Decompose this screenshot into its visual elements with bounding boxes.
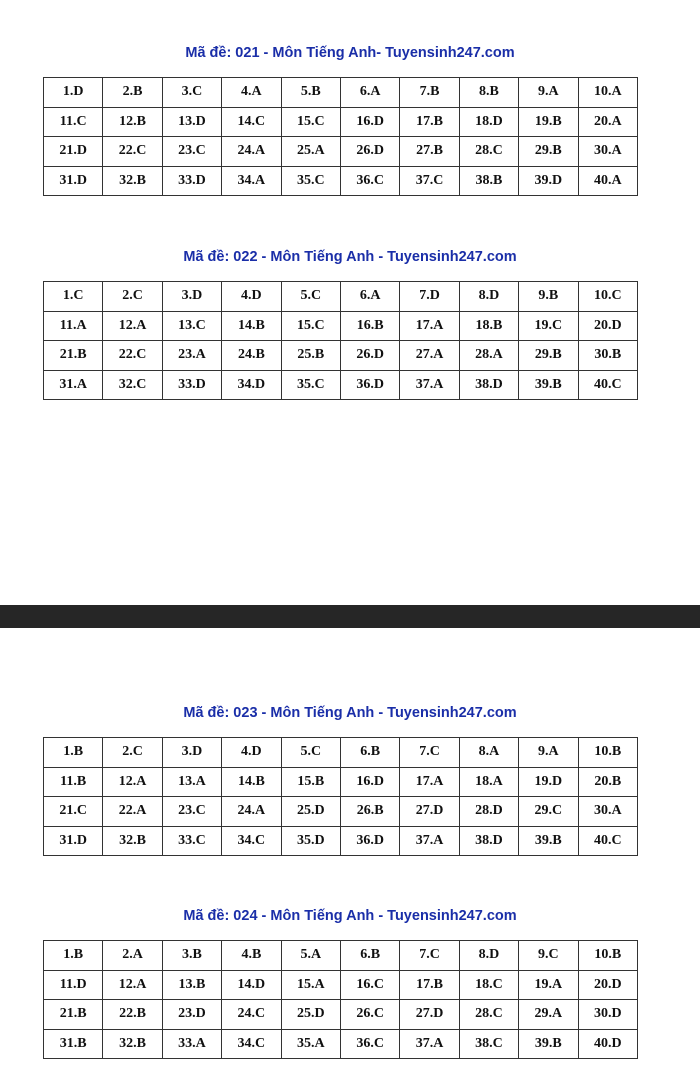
answer-cell: 10.B (578, 941, 637, 971)
answer-cell: 1.B (44, 941, 103, 971)
answer-cell: 29.B (519, 137, 578, 167)
answer-cell: 9.C (519, 941, 578, 971)
answer-cell: 30.A (578, 137, 637, 167)
answer-cell: 6.B (340, 941, 399, 971)
answer-cell: 22.B (103, 1000, 162, 1030)
answer-cell: 28.C (459, 1000, 518, 1030)
answer-cell: 25.B (281, 341, 340, 371)
answer-cell: 4.A (222, 78, 281, 108)
table-row (44, 1029, 638, 1059)
answer-cell: 5.C (281, 738, 340, 768)
answer-cell: 10.B (578, 738, 637, 768)
answer-cell: 19.A (519, 970, 578, 1000)
answer-cell: 10.C (578, 282, 637, 312)
answer-cell: 1.C (44, 282, 103, 312)
table-row (44, 941, 638, 971)
answer-cell: 15.A (281, 970, 340, 1000)
answer-cell: 21.D (44, 137, 103, 167)
answer-cell: 38.D (459, 826, 518, 856)
answer-cell: 7.D (400, 282, 459, 312)
table-row (44, 311, 638, 341)
answer-cell: 12.A (103, 311, 162, 341)
answer-cell: 18.C (459, 970, 518, 1000)
answer-cell: 34.D (222, 370, 281, 400)
table-row (44, 282, 638, 312)
answer-cell: 13.A (162, 767, 221, 797)
answer-cell: 8.A (459, 738, 518, 768)
answer-cell: 2.C (103, 282, 162, 312)
answer-cell: 36.D (340, 370, 399, 400)
answer-cell: 31.D (44, 166, 103, 196)
exam-code-title: Mã đề: 022 - Môn Tiếng Anh - Tuyensinh247.com (183, 249, 517, 265)
answer-key-table (43, 281, 638, 400)
answer-cell: 9.B (519, 282, 578, 312)
answer-cell: 14.D (222, 970, 281, 1000)
answer-cell: 16.B (340, 311, 399, 341)
answer-cell: 25.A (281, 137, 340, 167)
answer-key-table (43, 940, 638, 1059)
answer-cell: 17.B (400, 970, 459, 1000)
answer-cell: 30.D (578, 1000, 637, 1030)
table-row (44, 970, 638, 1000)
answer-cell: 23.A (162, 341, 221, 371)
answer-cell: 14.B (222, 311, 281, 341)
answer-cell: 4.B (222, 941, 281, 971)
answer-cell: 26.D (340, 341, 399, 371)
answer-cell: 4.D (222, 738, 281, 768)
answer-cell: 14.B (222, 767, 281, 797)
answer-cell: 21.B (44, 341, 103, 371)
answer-cell: 39.B (519, 826, 578, 856)
answer-cell: 18.D (459, 107, 518, 137)
page-divider (0, 605, 700, 628)
answer-cell: 38.C (459, 1029, 518, 1059)
answer-cell: 5.C (281, 282, 340, 312)
answer-cell: 2.B (103, 78, 162, 108)
answer-cell: 39.B (519, 1029, 578, 1059)
answer-cell: 33.D (162, 166, 221, 196)
answer-cell: 15.C (281, 107, 340, 137)
answer-cell: 28.A (459, 341, 518, 371)
answer-cell: 7.B (400, 78, 459, 108)
answer-cell: 30.B (578, 341, 637, 371)
answer-cell: 39.D (519, 166, 578, 196)
answer-cell: 25.D (281, 797, 340, 827)
answer-cell: 36.C (340, 1029, 399, 1059)
answer-cell: 15.C (281, 311, 340, 341)
answer-cell: 11.B (44, 767, 103, 797)
answer-cell: 39.B (519, 370, 578, 400)
answer-cell: 20.D (578, 311, 637, 341)
answer-cell: 25.D (281, 1000, 340, 1030)
table-row (44, 370, 638, 400)
answer-cell: 28.D (459, 797, 518, 827)
answer-cell: 19.B (519, 107, 578, 137)
answer-cell: 5.A (281, 941, 340, 971)
answer-cell: 34.A (222, 166, 281, 196)
answer-cell: 40.D (578, 1029, 637, 1059)
answer-cell: 13.D (162, 107, 221, 137)
answer-cell: 16.D (340, 767, 399, 797)
answer-cell: 28.C (459, 137, 518, 167)
answer-cell: 20.A (578, 107, 637, 137)
answer-cell: 17.B (400, 107, 459, 137)
answer-cell: 27.A (400, 341, 459, 371)
answer-cell: 24.C (222, 1000, 281, 1030)
answer-cell: 23.C (162, 137, 221, 167)
answer-cell: 32.B (103, 166, 162, 196)
answer-cell: 21.B (44, 1000, 103, 1030)
answer-cell: 26.B (340, 797, 399, 827)
document-page-2 (0, 628, 700, 1092)
answer-cell: 1.D (44, 78, 103, 108)
answer-cell: 22.A (103, 797, 162, 827)
answer-cell: 12.A (103, 970, 162, 1000)
table-row (44, 341, 638, 371)
answer-cell: 27.D (400, 1000, 459, 1030)
answer-cell: 3.B (162, 941, 221, 971)
table-row (44, 107, 638, 137)
answer-cell: 37.C (400, 166, 459, 196)
answer-cell: 21.C (44, 797, 103, 827)
answer-cell: 32.B (103, 1029, 162, 1059)
answer-cell: 33.A (162, 1029, 221, 1059)
answer-cell: 11.C (44, 107, 103, 137)
answer-cell: 6.A (340, 78, 399, 108)
answer-cell: 8.D (459, 941, 518, 971)
answer-cell: 31.A (44, 370, 103, 400)
answer-cell: 9.A (519, 78, 578, 108)
table-row (44, 767, 638, 797)
answer-cell: 36.D (340, 826, 399, 856)
answer-cell: 17.A (400, 311, 459, 341)
answer-cell: 4.D (222, 282, 281, 312)
answer-cell: 13.B (162, 970, 221, 1000)
answer-cell: 40.A (578, 166, 637, 196)
table-row (44, 1000, 638, 1030)
answer-cell: 13.C (162, 311, 221, 341)
exam-code-title: Mã đề: 024 - Môn Tiếng Anh - Tuyensinh247.com (183, 908, 517, 924)
answer-cell: 14.C (222, 107, 281, 137)
answer-cell: 29.C (519, 797, 578, 827)
answer-cell: 23.C (162, 797, 221, 827)
answer-cell: 32.B (103, 826, 162, 856)
table-row (44, 738, 638, 768)
answer-cell: 31.D (44, 826, 103, 856)
answer-cell: 24.A (222, 797, 281, 827)
answer-cell: 9.A (519, 738, 578, 768)
answer-cell: 29.A (519, 1000, 578, 1030)
answer-cell: 40.C (578, 826, 637, 856)
answer-cell: 33.D (162, 370, 221, 400)
table-row (44, 166, 638, 196)
answer-cell: 38.B (459, 166, 518, 196)
answer-cell: 3.D (162, 738, 221, 768)
answer-cell: 36.C (340, 166, 399, 196)
table-row (44, 826, 638, 856)
answer-cell: 32.C (103, 370, 162, 400)
answer-cell: 19.D (519, 767, 578, 797)
answer-cell: 35.C (281, 370, 340, 400)
answer-cell: 11.A (44, 311, 103, 341)
answer-cell: 5.B (281, 78, 340, 108)
answer-cell: 26.C (340, 1000, 399, 1030)
answer-cell: 27.D (400, 797, 459, 827)
answer-cell: 34.C (222, 1029, 281, 1059)
answer-cell: 20.D (578, 970, 637, 1000)
answer-cell: 16.C (340, 970, 399, 1000)
answer-cell: 37.A (400, 826, 459, 856)
answer-cell: 8.B (459, 78, 518, 108)
answer-cell: 30.A (578, 797, 637, 827)
answer-cell: 24.B (222, 341, 281, 371)
answer-cell: 37.A (400, 1029, 459, 1059)
answer-cell: 29.B (519, 341, 578, 371)
answer-cell: 38.D (459, 370, 518, 400)
table-row (44, 797, 638, 827)
answer-cell: 35.D (281, 826, 340, 856)
answer-cell: 35.C (281, 166, 340, 196)
answer-cell: 16.D (340, 107, 399, 137)
answer-key-table (43, 737, 638, 856)
answer-cell: 18.A (459, 767, 518, 797)
answer-cell: 17.A (400, 767, 459, 797)
answer-cell: 35.A (281, 1029, 340, 1059)
answer-cell: 24.A (222, 137, 281, 167)
answer-cell: 2.A (103, 941, 162, 971)
answer-cell: 33.C (162, 826, 221, 856)
answer-cell: 26.D (340, 137, 399, 167)
answer-cell: 11.D (44, 970, 103, 1000)
answer-cell: 6.A (340, 282, 399, 312)
answer-cell: 34.C (222, 826, 281, 856)
answer-cell: 15.B (281, 767, 340, 797)
exam-code-title: Mã đề: 021 - Môn Tiếng Anh- Tuyensinh247.com (185, 45, 515, 61)
answer-cell: 31.B (44, 1029, 103, 1059)
answer-cell: 7.C (400, 941, 459, 971)
answer-cell: 7.C (400, 738, 459, 768)
answer-cell: 10.A (578, 78, 637, 108)
answer-cell: 3.D (162, 282, 221, 312)
table-row (44, 78, 638, 108)
answer-cell: 20.B (578, 767, 637, 797)
table-row (44, 137, 638, 167)
answer-cell: 3.C (162, 78, 221, 108)
exam-code-title: Mã đề: 023 - Môn Tiếng Anh - Tuyensinh247.com (183, 705, 517, 721)
answer-key-table (43, 77, 638, 196)
answer-cell: 6.B (340, 738, 399, 768)
answer-cell: 18.B (459, 311, 518, 341)
answer-cell: 12.B (103, 107, 162, 137)
answer-cell: 23.D (162, 1000, 221, 1030)
answer-cell: 12.A (103, 767, 162, 797)
answer-cell: 1.B (44, 738, 103, 768)
answer-cell: 22.C (103, 341, 162, 371)
answer-cell: 40.C (578, 370, 637, 400)
answer-cell: 8.D (459, 282, 518, 312)
answer-cell: 19.C (519, 311, 578, 341)
answer-cell: 22.C (103, 137, 162, 167)
answer-cell: 27.B (400, 137, 459, 167)
answer-cell: 2.C (103, 738, 162, 768)
answer-cell: 37.A (400, 370, 459, 400)
